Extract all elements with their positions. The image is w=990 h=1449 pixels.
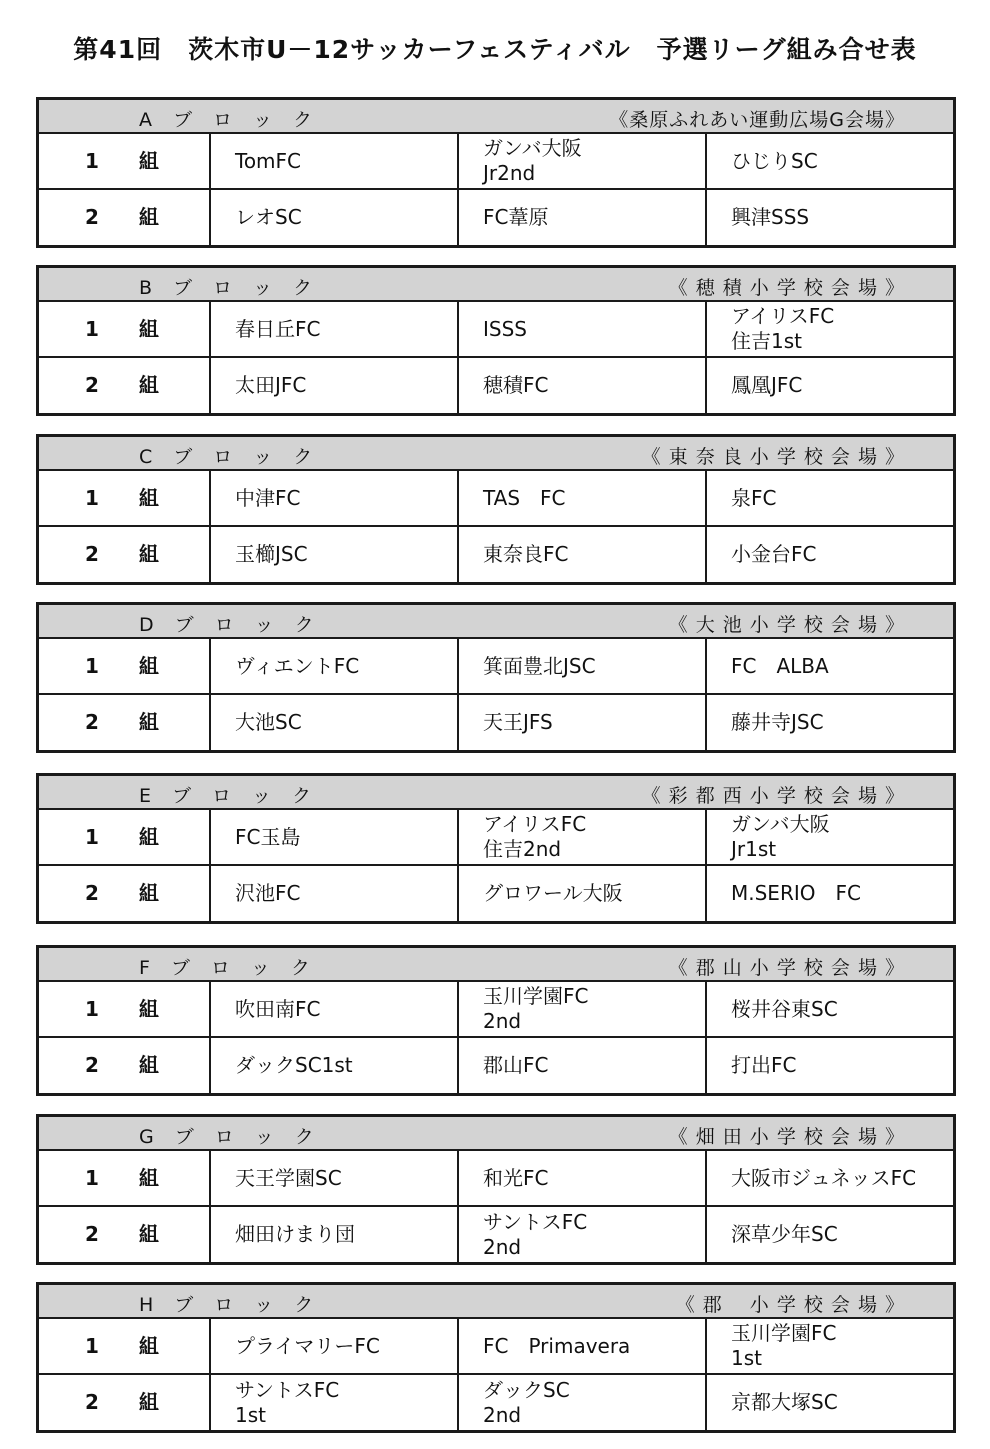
- block-venue: 《 郡 小 学 校 会 場 》: [675, 1294, 905, 1316]
- team-cell: [211, 982, 459, 1036]
- team-cell: [211, 471, 459, 525]
- team-cell: [211, 810, 459, 864]
- team-name: ISSS: [483, 316, 527, 341]
- team-name: 鳳凰JFC: [731, 373, 803, 397]
- group-row: [39, 810, 953, 866]
- team-cell: [459, 810, 707, 864]
- team-name: 小金台FC: [731, 542, 817, 566]
- team-name: 玉櫛JSC: [235, 542, 308, 566]
- team-name: 玉川学園FC 1st: [731, 1321, 837, 1370]
- block-venue: 《 彩 都 西 小 学 校 会 場 》: [641, 785, 905, 807]
- team-name: FC玉島: [235, 824, 301, 849]
- team-name: 玉川学園FC 2nd: [483, 984, 589, 1033]
- team-name: グロワール大阪: [483, 881, 623, 905]
- group-row: [39, 1038, 953, 1093]
- team-name: ひじりSC: [731, 148, 818, 173]
- group-label: 1 組: [39, 1319, 211, 1373]
- block-name: D ブ ロ ッ ク: [139, 614, 315, 636]
- group-label: 1 組: [39, 1151, 211, 1205]
- block-header: [39, 1285, 953, 1319]
- group-label: 2 組: [39, 190, 211, 245]
- team-cell: [707, 695, 953, 750]
- team-name: 泉FC: [731, 485, 777, 510]
- team-cell: [707, 471, 953, 525]
- team-name: 郡山FC: [483, 1053, 549, 1077]
- group-row: [39, 302, 953, 358]
- block-header: [39, 268, 953, 302]
- group-row: [39, 358, 953, 413]
- group-label: 1 組: [39, 639, 211, 693]
- block-table: [36, 1282, 956, 1433]
- group-label: 2 組: [39, 866, 211, 921]
- team-cell: [707, 1038, 953, 1093]
- group-label: 2 組: [39, 1207, 211, 1262]
- team-cell: [707, 639, 953, 693]
- team-name: 打出FC: [731, 1053, 797, 1077]
- team-cell: [459, 1319, 707, 1373]
- team-cell: [707, 1151, 953, 1205]
- team-name: ダックSC 2nd: [483, 1377, 570, 1427]
- team-cell: [211, 190, 459, 245]
- team-name: アイリスFC 住吉1st: [731, 304, 835, 353]
- team-name: ガンバ大阪 Jr1st: [731, 812, 830, 861]
- team-cell: [459, 982, 707, 1036]
- team-cell: [707, 866, 953, 921]
- team-name: 東奈良FC: [483, 542, 569, 566]
- team-cell: [707, 358, 953, 413]
- block-header: [39, 437, 953, 471]
- team-name: ヴィエントFC: [235, 653, 360, 678]
- team-name: サントスFC 1st: [235, 1377, 340, 1427]
- group-label: 1 組: [39, 471, 211, 525]
- block-venue: 《 穂 積 小 学 校 会 場 》: [668, 277, 905, 299]
- block-name: F ブ ロ ッ ク: [139, 957, 311, 979]
- block-table: [36, 434, 956, 585]
- team-name: 藤井寺JSC: [731, 710, 824, 734]
- team-name: プライマリーFC: [235, 1333, 380, 1358]
- team-cell: [459, 527, 707, 582]
- group-row: [39, 982, 953, 1038]
- block-venue: 《 郡 山 小 学 校 会 場 》: [668, 957, 905, 979]
- group-row: [39, 1319, 953, 1375]
- group-row: [39, 190, 953, 245]
- team-name: TomFC: [235, 148, 302, 173]
- team-name: 太田JFC: [235, 373, 307, 397]
- team-name: 深草少年SC: [731, 1222, 838, 1246]
- group-label: 1 組: [39, 810, 211, 864]
- team-name: 吹田南FC: [235, 996, 321, 1021]
- team-name: 天王学園SC: [235, 1165, 342, 1190]
- team-name: 大阪市ジュネッスFC: [731, 1165, 917, 1190]
- block-table: [36, 1114, 956, 1265]
- team-name: M.SERIO FC: [731, 881, 861, 905]
- team-cell: [211, 1207, 459, 1262]
- team-name: TAS FC: [483, 485, 566, 510]
- block-header: [39, 948, 953, 982]
- group-row: [39, 639, 953, 695]
- team-cell: [211, 1375, 459, 1430]
- group-label: 2 組: [39, 527, 211, 582]
- group-label: 1 組: [39, 982, 211, 1036]
- team-name: 天王JFS: [483, 710, 553, 734]
- team-cell: [211, 866, 459, 921]
- group-row: [39, 1151, 953, 1207]
- team-name: 畑田けまり団: [235, 1222, 355, 1246]
- team-name: FC Primavera: [483, 1333, 631, 1358]
- block-header: [39, 1117, 953, 1151]
- block-header: [39, 605, 953, 639]
- team-name: FC葦原: [483, 205, 549, 229]
- team-cell: [211, 1038, 459, 1093]
- team-cell: [459, 695, 707, 750]
- group-label: 1 組: [39, 134, 211, 188]
- team-cell: [211, 1151, 459, 1205]
- team-name: 桜井谷東SC: [731, 996, 838, 1021]
- block-name: H ブ ロ ッ ク: [139, 1294, 315, 1316]
- team-cell: [707, 1375, 953, 1430]
- team-cell: [211, 639, 459, 693]
- team-cell: [211, 358, 459, 413]
- group-row: [39, 134, 953, 190]
- team-name: 沢池FC: [235, 881, 301, 905]
- team-cell: [459, 471, 707, 525]
- team-cell: [707, 1207, 953, 1262]
- block-table: [36, 97, 956, 248]
- team-cell: [459, 358, 707, 413]
- team-cell: [707, 527, 953, 582]
- group-row: [39, 695, 953, 750]
- team-cell: [459, 639, 707, 693]
- block-venue: 《 大 池 小 学 校 会 場 》: [668, 614, 905, 636]
- team-name: ガンバ大阪 Jr2nd: [483, 136, 582, 185]
- block-venue: 《桑原ふれあい運動広場G会場》: [609, 109, 905, 131]
- group-label: 2 組: [39, 358, 211, 413]
- group-row: [39, 866, 953, 921]
- team-cell: [211, 1319, 459, 1373]
- team-cell: [459, 190, 707, 245]
- team-cell: [211, 527, 459, 582]
- team-name: ダックSC1st: [235, 1053, 353, 1077]
- team-cell: [211, 302, 459, 356]
- block-name: A ブ ロ ッ ク: [139, 109, 313, 131]
- team-cell: [459, 1151, 707, 1205]
- team-cell: [707, 302, 953, 356]
- team-cell: [459, 302, 707, 356]
- team-cell: [707, 134, 953, 188]
- team-name: 京都大塚SC: [731, 1390, 838, 1414]
- team-name: 大池SC: [235, 710, 302, 734]
- block-table: [36, 945, 956, 1096]
- group-label: 2 組: [39, 1375, 211, 1430]
- team-name: 箕面豊北JSC: [483, 653, 596, 678]
- group-row: [39, 471, 953, 527]
- team-cell: [459, 134, 707, 188]
- block-table: [36, 602, 956, 753]
- team-name: レオSC: [235, 205, 302, 229]
- group-row: [39, 1207, 953, 1262]
- team-name: 穂積FC: [483, 373, 549, 397]
- team-cell: [211, 695, 459, 750]
- team-name: アイリスFC 住吉2nd: [483, 812, 587, 861]
- group-label: 2 組: [39, 1038, 211, 1093]
- team-cell: [707, 190, 953, 245]
- team-cell: [211, 134, 459, 188]
- page-title: 第41回 茨木市U－12サッカーフェスティバル 予選リーグ組み合せ表: [73, 35, 917, 64]
- team-cell: [459, 1207, 707, 1262]
- team-cell: [707, 810, 953, 864]
- group-label: 1 組: [39, 302, 211, 356]
- team-name: サントスFC 2nd: [483, 1209, 588, 1259]
- block-name: E ブ ロ ッ ク: [139, 785, 313, 807]
- block-name: C ブ ロ ッ ク: [139, 446, 314, 468]
- team-name: 興津SSS: [731, 205, 810, 229]
- group-label: 2 組: [39, 695, 211, 750]
- team-cell: [459, 1375, 707, 1430]
- block-venue: 《 畑 田 小 学 校 会 場 》: [668, 1126, 905, 1148]
- team-name: 和光FC: [483, 1165, 549, 1190]
- block-name: G ブ ロ ッ ク: [139, 1126, 315, 1148]
- group-row: [39, 1375, 953, 1430]
- team-cell: [707, 982, 953, 1036]
- team-cell: [459, 866, 707, 921]
- block-table: [36, 265, 956, 416]
- team-name: FC ALBA: [731, 653, 829, 678]
- block-venue: 《 東 奈 良 小 学 校 会 場 》: [641, 446, 905, 468]
- block-table: [36, 773, 956, 924]
- team-cell: [459, 1038, 707, 1093]
- block-header: [39, 100, 953, 134]
- team-name: 春日丘FC: [235, 316, 321, 341]
- block-header: [39, 776, 953, 810]
- team-name: 中津FC: [235, 485, 301, 510]
- team-cell: [707, 1319, 953, 1373]
- group-row: [39, 527, 953, 582]
- block-name: B ブ ロ ッ ク: [139, 277, 314, 299]
